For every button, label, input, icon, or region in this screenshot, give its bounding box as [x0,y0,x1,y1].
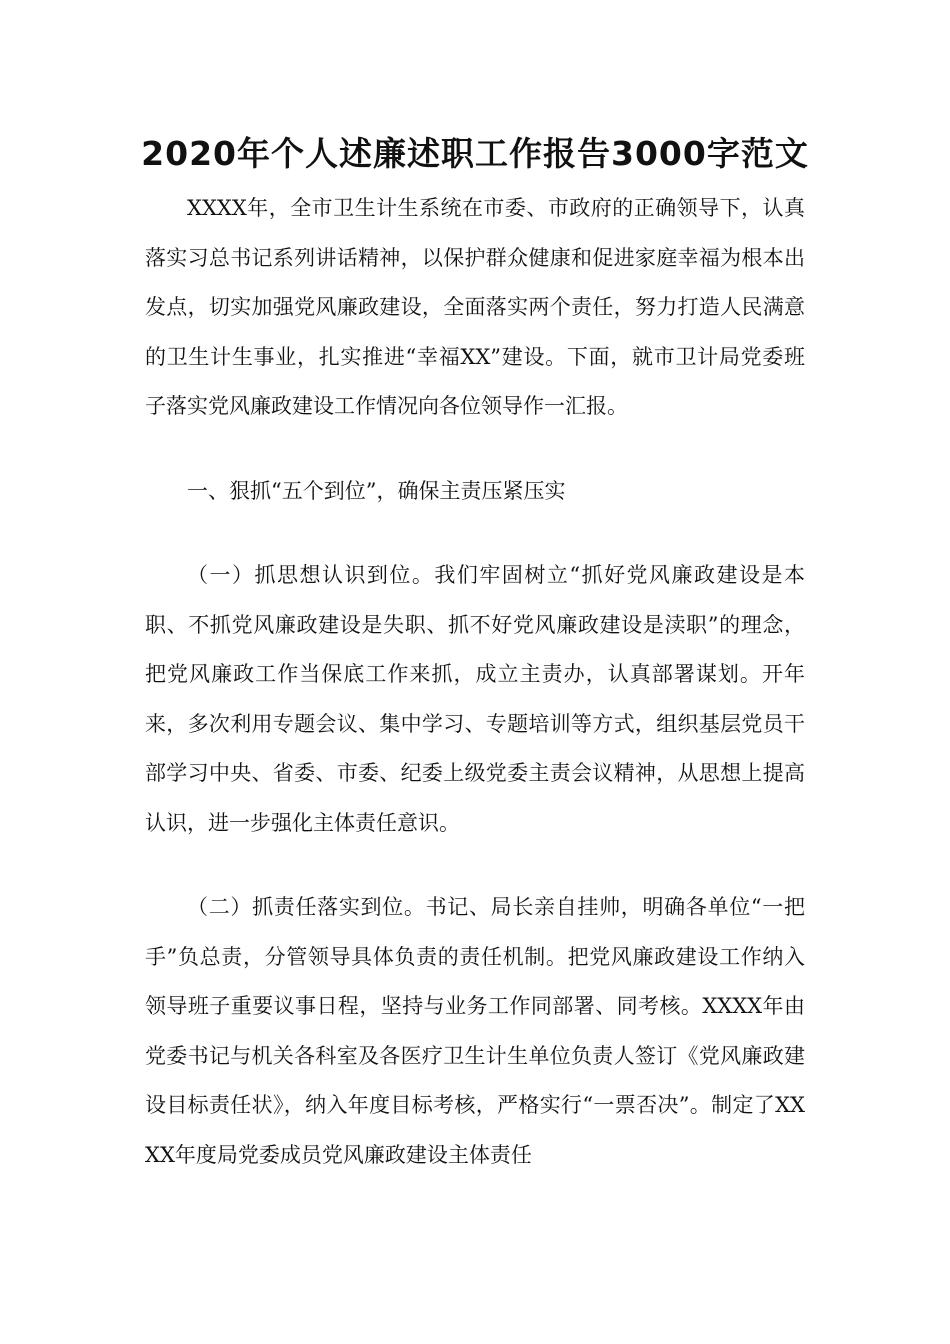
paragraph-thought-awareness: （一）抓思想认识到位。我们牢固树立“抓好党风廉政建设是本职、不抓党风廉政建设是失职、抓不好党风廉政建设是渎职”的理念，把党风廉政工作当保底工作来抓，成立主责办，认真部署谋划。开年来，多次利用专题会议、集中学习、专题培训等方式，组织基层党员干部学习中央、省委、市委、纪委上级党委主责会议精神，从思想上提高认识，进一步强化主体责任意识。 [145,563,805,835]
paragraph-responsibility: （二）抓责任落实到位。书记、局长亲自挂帅，明确各单位“一把手”负总责，分管领导具体负责的责任机制。把党风廉政建设工作纳入领导班子重要议事日程，坚持与业务工作同部署、同考核。XXXX年由党委书记与机关各科室及各医疗卫生计生单位负责人签订《党风廉政建设目标责任状》，纳入年度目标考核，严格实行“一票否决”。制定了XXXX年度局党委成员党风廉政建设主体责任 [145,895,805,1167]
section-heading-1: 一、狠抓“五个到位”，确保主责压紧压实 [187,478,566,503]
document-title: 2020年个人述廉述职工作报告3000字范文 [141,134,809,173]
paragraph-gap [145,516,805,551]
paragraph-gap [145,848,805,883]
document-body [145,148,805,1180]
paragraph-intro: XXXX年，全市卫生计生系统在市委、市政府的正确领导下，认真落实习总书记系列讲话精神，以保护群众健康和促进家庭幸福为根本出发点，切实加强党风廉政建设，全面落实两个责任，努力打造人民满意的卫生计生事业，扎实推进“幸福XX”建设。下面，就市卫计局党委班子落实党风廉政建设工作情况向各位领导作一汇报。 [145,196,805,418]
paragraph-gap [145,432,805,467]
